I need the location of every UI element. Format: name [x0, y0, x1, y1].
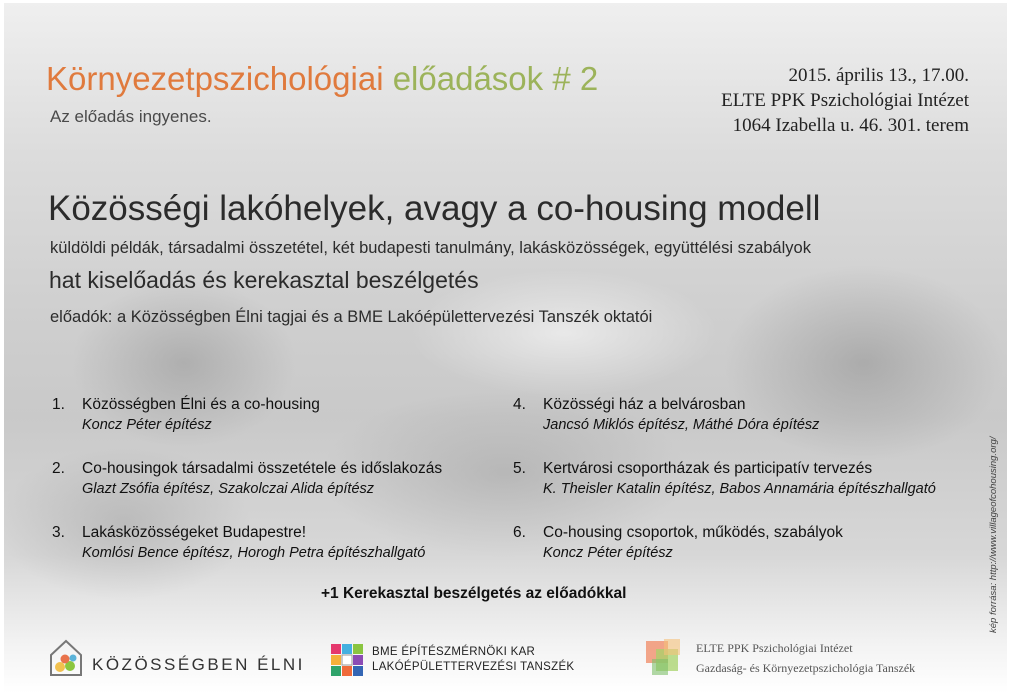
lecture-title: Közösségi ház a belvárosban [543, 396, 746, 413]
lecture-presenters: K. Theisler Katalin építész, Babos Annamária építészhallgató [543, 481, 936, 497]
speakers-line: előadók: a Közösségben Élni tagjai és a BME Lakóépülettervezési Tanszék oktatói [50, 308, 653, 326]
elte-logo-text [696, 638, 915, 678]
lecture-item [513, 523, 953, 563]
lecture-item [52, 459, 492, 499]
lecture-number: 2. [52, 460, 65, 477]
series-title-part2: előadások # 2 [392, 60, 599, 97]
lecture-number: 1. [52, 396, 65, 413]
lecture-number: 4. [513, 396, 526, 413]
elte-squares-icon [644, 637, 688, 679]
lecture-number: 5. [513, 460, 526, 477]
lecture-title: Lakásközösségeket Budapestre! [82, 524, 307, 541]
event-date-time: 2015. április 13., 17.00. [788, 65, 969, 86]
bme-line2: LAKÓÉPÜLETTERVEZÉSI TANSZÉK [372, 661, 575, 673]
series-title [46, 59, 598, 99]
lecture-presenters: Komlósi Bence építész, Horogh Petra építészhallgató [82, 545, 426, 561]
elte-logo [644, 637, 915, 679]
lecture-title: Co-housingok társadalmi összetétele és időslakozás [82, 460, 443, 477]
lecture-number: 6. [513, 524, 526, 541]
event-venue: ELTE PPK Pszichológiai Intézet [721, 90, 969, 111]
bme-logo-text [372, 645, 574, 675]
lecture-presenters: Glazt Zsófia építész, Szakolczai Alida építész [82, 481, 375, 497]
series-title-part1: Környezetpszichológiai [46, 60, 384, 97]
event-address: 1064 Izabella u. 46. 301. terem [732, 115, 969, 136]
elte-line1: ELTE PPK Pszichológiai Intézet [696, 641, 853, 655]
bme-line1: BME ÉPÍTÉSZMÉRNÖKI KAR [372, 646, 536, 658]
lecture-item [513, 395, 953, 435]
lecture-presenters: Jancsó Miklós építész, Máthé Dóra építész [543, 417, 820, 433]
kozossegben-elni-text: KÖZÖSSÉGBEN ÉLNI [92, 655, 305, 674]
photo-credit: kép forrása: http://www.villageofcohousing.org/ [988, 436, 999, 633]
subtopics-line: küldöldi példák, társadalmi összetétel, két budapesti tanulmány, lakásközösségek, együttélési szabályok [50, 239, 811, 257]
bme-grid-icon [330, 643, 364, 677]
event-info [721, 63, 969, 138]
lecture-number: 3. [52, 524, 65, 541]
elte-line2: Gazdaság- és Környezetpszichológia Tanszék [696, 661, 916, 675]
roundtable-line: +1 Kerekasztal beszélgetés az előadókkal [321, 585, 627, 602]
bme-logo [330, 643, 574, 677]
page-title: Közösségi lakóhelyek, avagy a co-housing modell [48, 189, 821, 228]
lecture-item [52, 523, 492, 563]
lecture-item [52, 395, 492, 435]
free-admission-note: Az előadás ingyenes. [50, 107, 212, 126]
kozossegben-elni-logo [48, 637, 305, 677]
lecture-presenters: Koncz Péter építész [543, 545, 673, 561]
lecture-item [513, 459, 953, 499]
lecture-title: Kertvárosi csoportházak és participatív tervezés [543, 460, 873, 477]
house-icon [48, 637, 84, 677]
event-poster [4, 3, 1007, 693]
lecture-title: Co-housing csoportok, működés, szabályok [543, 524, 843, 541]
lecture-presenters: Koncz Péter építész [82, 417, 212, 433]
lecture-title: Közösségben Élni és a co-housing [82, 396, 320, 413]
event-format: hat kiselőadás és kerekasztal beszélgetés [49, 267, 479, 293]
